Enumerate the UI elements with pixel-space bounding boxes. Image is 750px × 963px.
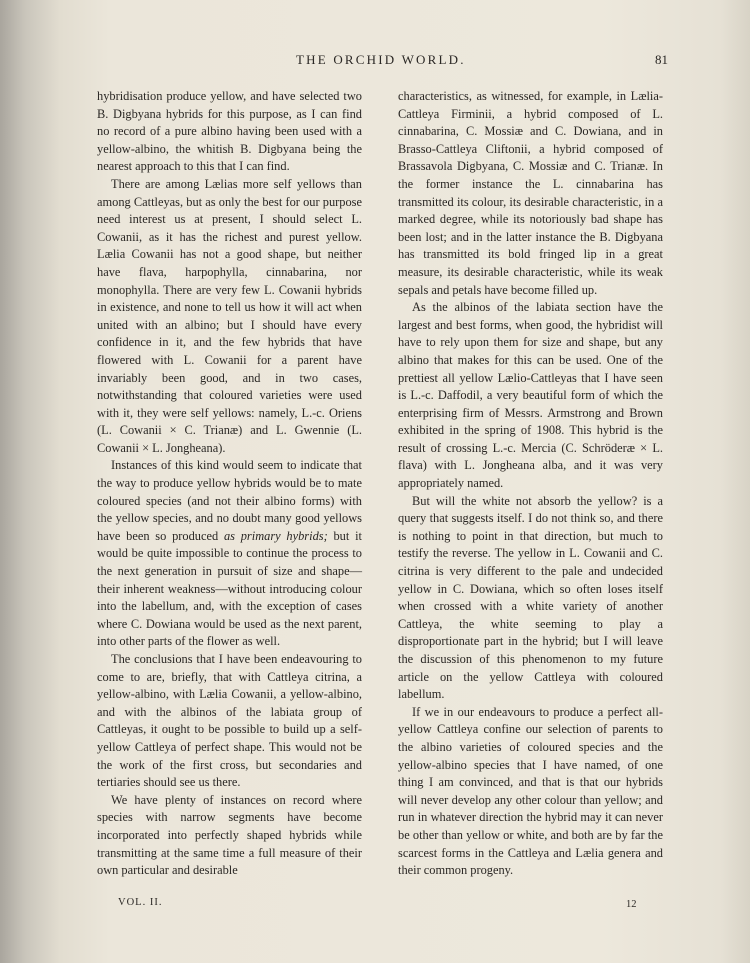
paragraph: We have plenty of instances on record where species with narrow segments have become incorporated into perfectly shaped hybrids while transmitting at the same time a full measure of their own particular and desirable: [97, 792, 362, 878]
paragraph-text: Instances of this kind would seem to indicate that the way to produce yellow hybrids would be to mate coloured species (and not their albino forms) with the yellow species, and no doubt many good yellows have been so produced: [97, 458, 362, 543]
page-header: [0, 52, 750, 72]
paragraph: hybridisation produce yellow, and have selected two B. Digbyana hybrids for this purpose, as I can find no record of a pure albino having been used with a yellow-albino, the whitish B. Digbyana being the nearest approach to this that I can find.: [97, 89, 362, 174]
page-footer: [0, 897, 750, 915]
page-number: 81: [655, 52, 668, 67]
signature-mark: 12: [626, 899, 637, 910]
italic-phrase: as primary hybrids;: [223, 528, 328, 543]
paragraph-text: but it would be quite impossible to continue the process to the next generation in pursuit of size and shape—their inherent weakness—without introducing colour into the labellum, and, with the exception of cases where C. Dowiana would be used as the next parent, into other parts of the flower as well.: [97, 528, 362, 649]
paragraph: There are among Lælias more self yellows than among Cattleyas, but as only the best for our purpose need interest us at present, I should select L. Cowanii, as it has the richest and purest yellow. Lælia Cowanii has not a good shape, but neither have flava, harpophylla, cinnabarina, nor monophylla. There are very few L. Cowanii hybrids in existence, and none to tell us how it will act when united with an albino; but I should have every confidence in it, and the few hybrids that have flowered with L. Cowanii for a parent have invariably been good, and in two cases, notwithstanding that coloured varieties were used with it, they were self yellows: namely, L.-c. Oriens (L. Cowanii × C. Trianæ) and L. Gwennie (L. Cowanii × L. Jongheana).: [97, 176, 362, 455]
paragraph: But will the white not absorb the yellow? is a query that suggests itself. I do not think so, and there is nothing to point in that direction, but much to testify the reverse. The yellow in L. Cowanii and C. citrina is very different to the pale and undecided yellow in C. Dowiana, which so often loses itself when crossed with a white variety of another Cattleya, the white seeming to play a disproportionate part in the hybrid; but I will leave the discussion of this phenomenon to my future article on the yellow Cattleya with coloured labellum.: [398, 493, 663, 702]
paragraph: As the albinos of the labiata section have the largest and best forms, when good, the hybridist will have to rely upon them for size and shape, but any albino that makes for this can be used. One of the prettiest all yellow Lælio-Cattleyas that I have seen is L.-c. Daffodil, a very beautiful form of which the enterprising firm of Messrs. Armstrong and Brown exhibited in the spring of 1908. This hybrid is the result of crossing L.-c. Mercia (C. Schröderæ × L. flava) with L. Jongheana alba, and it was very appropriately named.: [398, 300, 663, 491]
paragraph: If we in our endeavours to produce a perfect all-yellow Cattleya confine our selection of parents to the albino varieties of coloured species and the yellow-albino species that I have named, of one thing I am convinced, and that is that our hybrids will never develop any other colour than yellow; and run in whatever direction the hybrid may it can never be other than yellow or white, and both are by far the scarcest forms in the Cattleya and Lælia genera and their common progeny.: [398, 704, 663, 878]
volume-label: VOL. II.: [118, 897, 163, 908]
paragraph: [97, 457, 362, 651]
left-column: [97, 88, 362, 880]
right-column: [398, 88, 663, 880]
running-title: THE ORCHID WORLD.: [296, 52, 466, 67]
paragraph: characteristics, as witnessed, for example, in Lælia-Cattleya Firminii, a hybrid composed of L. cinnabarina, C. Mossiæ and C. Dowiana, and in Brasso-Cattleya Cliftonii, a hybrid composed of Brassavola Digbyana, C. Mossiæ and C. Trianæ. In the former instance the L. cinnabarina has transmitted its colour, its desirable characteristic, in a marked degree, while its notoriously bad shape has been lost; and in the latter instance the B. Digbyana has transmitted its bold fringed lip in a great measure, its desirable characteristic, while its weak sepals and petals have become filled up.: [398, 89, 663, 297]
paragraph: The conclusions that I have been endeavouring to come to are, briefly, that with Cattleya citrina, a yellow-albino, with Lælia Cowanii, a yellow-albino, and with the albinos of the labiata group of Cattleyas, it ought to be possible to build up a self-yellow Cattleya of perfect shape. This would not be the work of the first cross, but secondaries and tertiaries should see us there.: [97, 652, 362, 790]
